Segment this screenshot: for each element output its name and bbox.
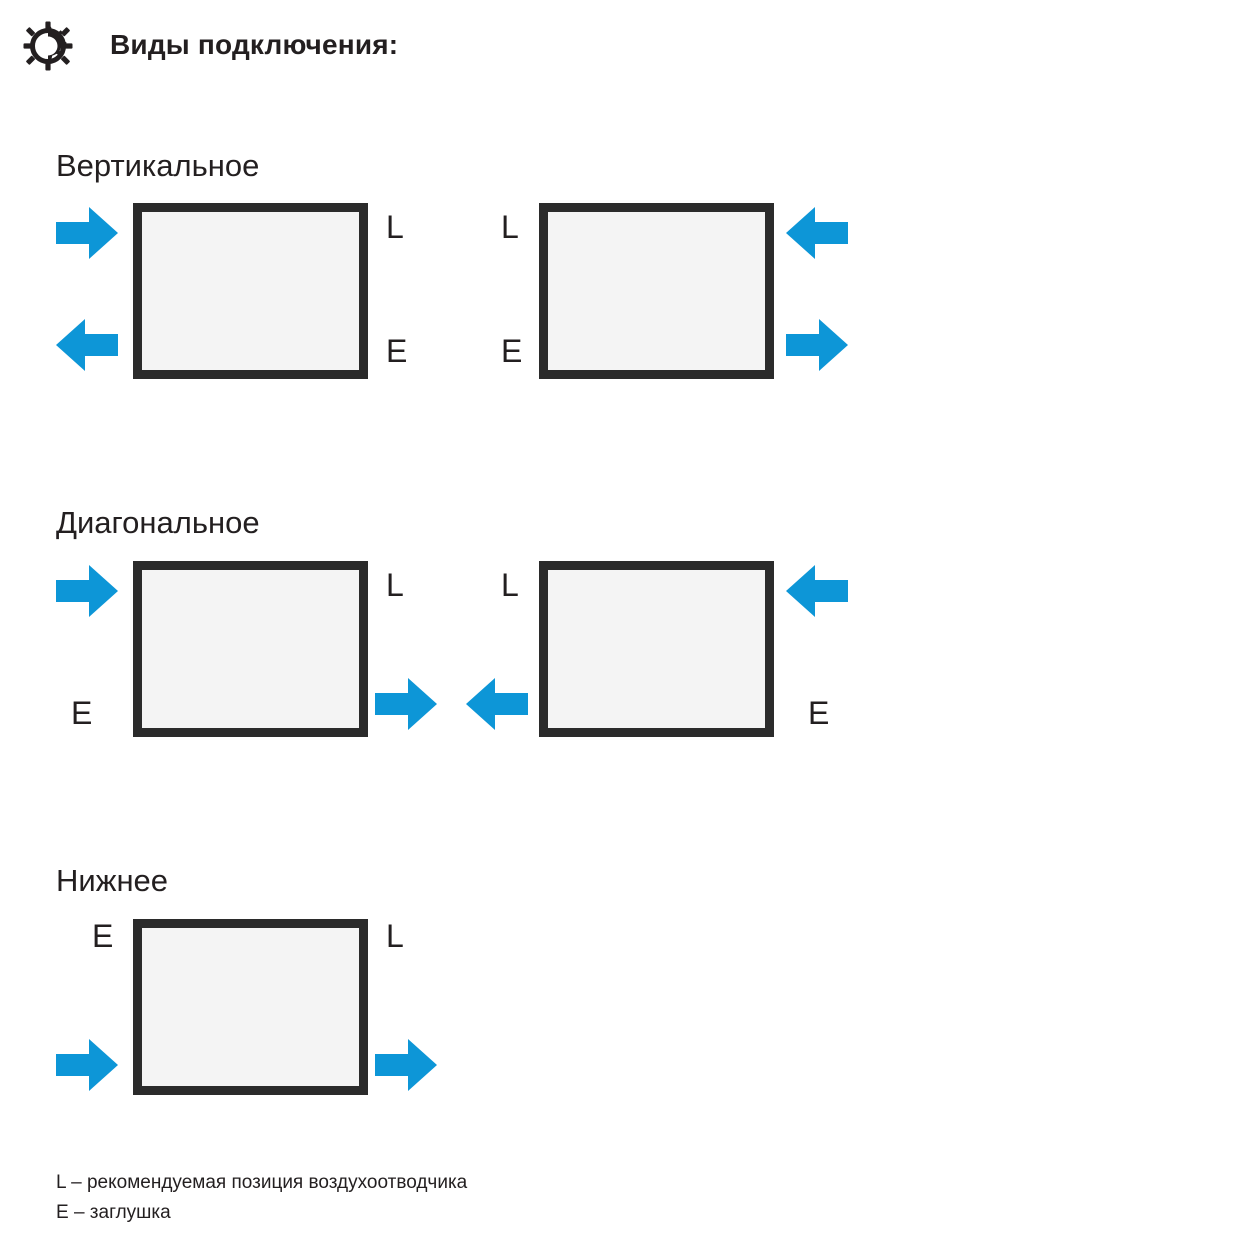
arrow-outlet-left-vertical-left bbox=[56, 317, 118, 373]
arrow-outlet-right-bottom bbox=[375, 1037, 437, 1093]
letter-L-vertical-left: L bbox=[386, 209, 404, 245]
radiator-panel-bottom bbox=[133, 919, 368, 1095]
radiator-panel-diagonal-left bbox=[133, 561, 368, 737]
page-header bbox=[0, 0, 1240, 90]
letter-L-vertical-right: L bbox=[501, 209, 519, 245]
arrow-outlet-right-diagonal-left bbox=[375, 676, 437, 732]
letter-E-bottom: E bbox=[92, 918, 114, 954]
arrow-inlet-right-bottom bbox=[56, 1037, 118, 1093]
letter-E-vertical-right: E bbox=[501, 333, 523, 369]
gear-icon bbox=[22, 20, 74, 72]
arrow-inlet-left-diagonal-right bbox=[786, 563, 848, 619]
section-title-vertical: Вертикальное bbox=[56, 148, 260, 183]
radiator-panel-vertical-right bbox=[539, 203, 774, 379]
letter-L-diagonal-left: L bbox=[386, 567, 404, 603]
legend-item-E: E – заглушка bbox=[56, 1202, 171, 1223]
arrow-inlet-left-vertical-right bbox=[786, 205, 848, 261]
letter-L-diagonal-right: L bbox=[501, 567, 519, 603]
section-title-bottom: Нижнее bbox=[56, 863, 169, 898]
page-title: Виды подключения: bbox=[110, 29, 399, 60]
radiator-panel-diagonal-right bbox=[539, 561, 774, 737]
arrow-inlet-right-diagonal-left bbox=[56, 563, 118, 619]
legend-item-L: L – рекомендуемая позиция воздухоотводчика bbox=[56, 1172, 468, 1193]
arrow-outlet-left-diagonal-right bbox=[466, 676, 528, 732]
arrow-outlet-right-vertical-right bbox=[786, 317, 848, 373]
letter-L-bottom: L bbox=[386, 918, 404, 954]
radiator-panel-vertical-left bbox=[133, 203, 368, 379]
letter-E-diagonal-left: E bbox=[71, 695, 93, 731]
legend bbox=[56, 1172, 467, 1232]
section-title-diagonal: Диагональное bbox=[56, 505, 260, 540]
letter-E-diagonal-right: E bbox=[808, 695, 830, 731]
arrow-inlet-right-vertical-left bbox=[56, 205, 118, 261]
letter-E-vertical-left: E bbox=[386, 333, 408, 369]
